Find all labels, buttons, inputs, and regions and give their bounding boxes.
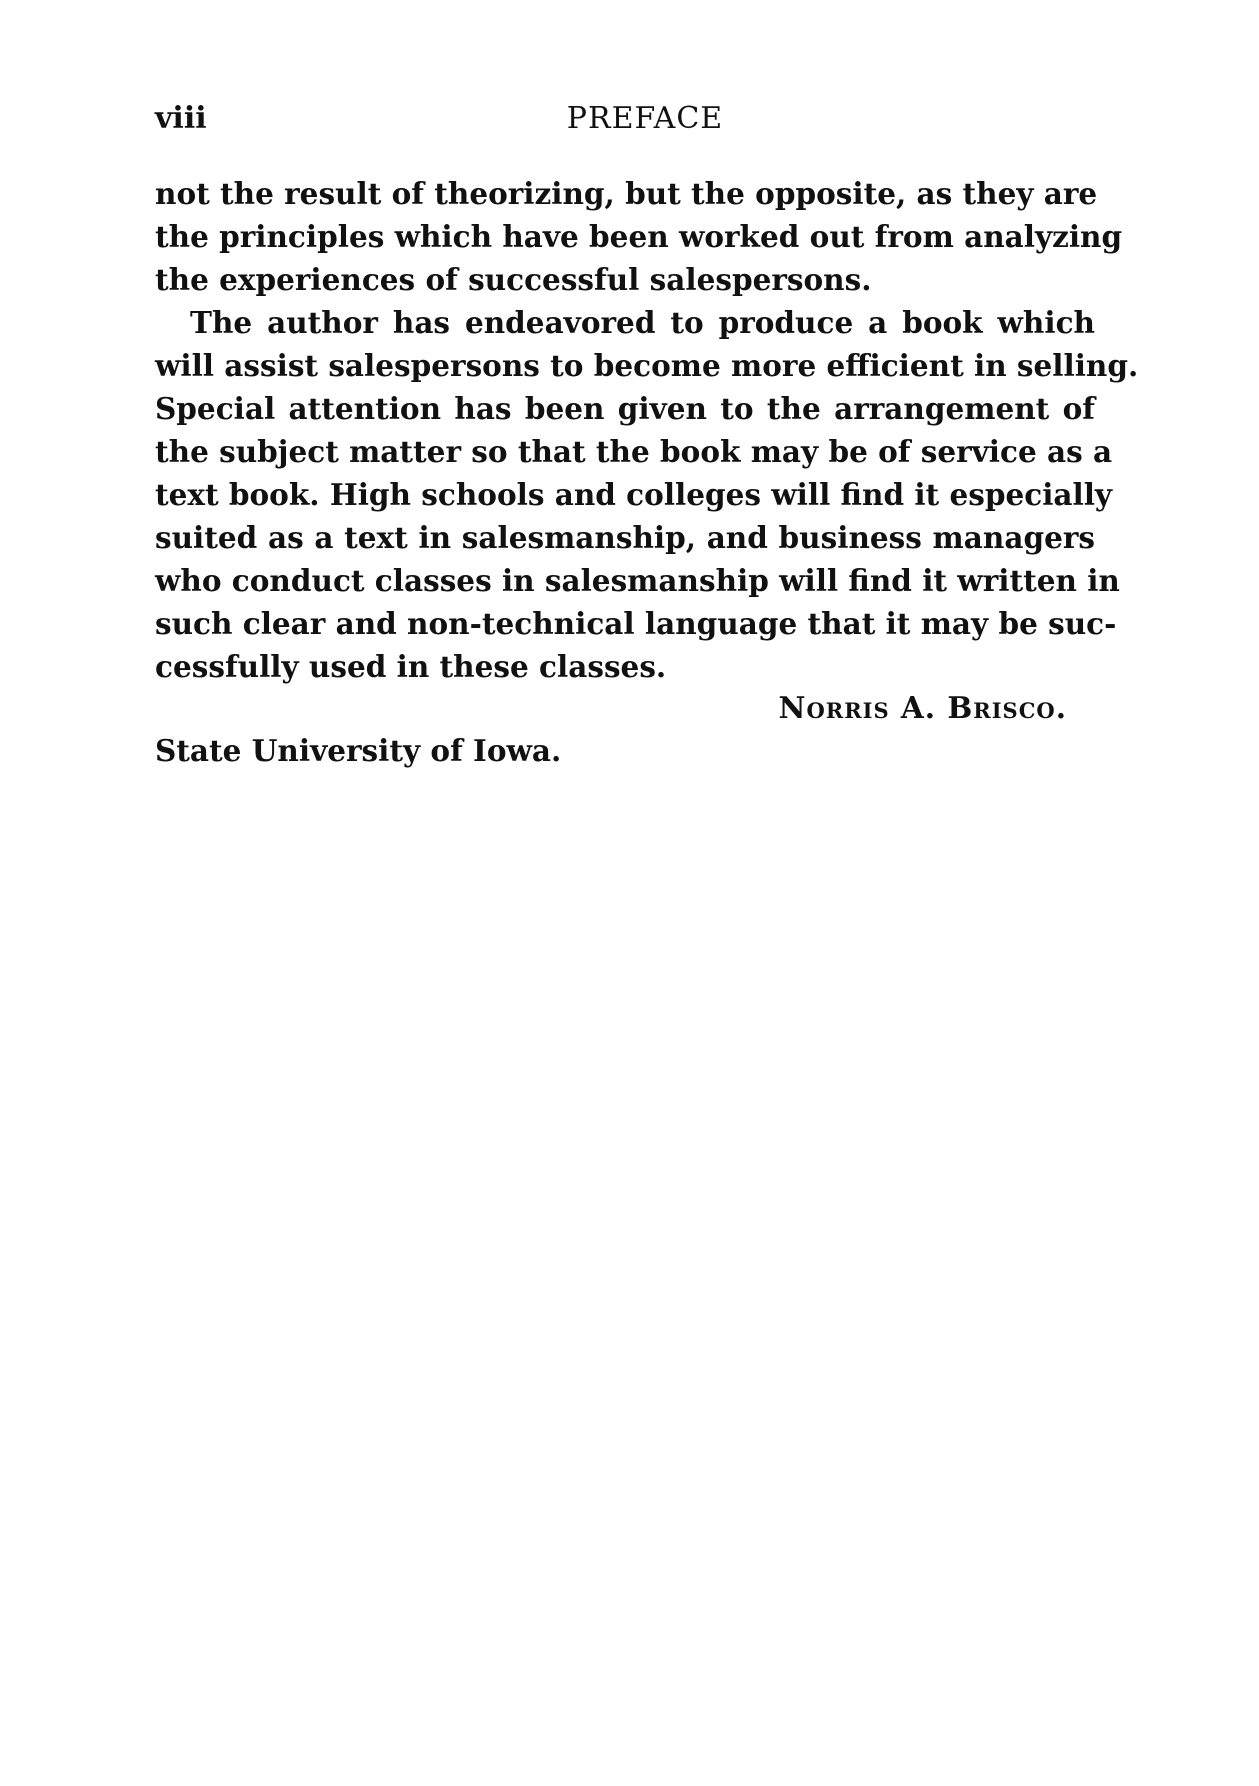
text-line: not the result of theorizing, but the opposite, as they are (155, 176, 1098, 211)
text-line: the subject matter so that the book may be of service as a (155, 434, 1113, 469)
text-line: will assist salespersons to become more efficient in selling. (155, 348, 1139, 383)
text-line: text book. High schools and colleges will find it especially (155, 477, 1113, 512)
text-line: cessfully used in these classes. (155, 649, 667, 684)
author-affiliation: State University of Iowa. (155, 733, 562, 768)
text-line: who conduct classes in salesmanship will find it written in (155, 563, 1120, 598)
preface-body (155, 172, 1139, 688)
text-line: Special attention has been given to the arrangement of (155, 391, 1095, 426)
text-line: The author has endeavored to produce a book which (190, 305, 1095, 340)
page-number: viii (155, 101, 207, 136)
text-line: suited as a text in salesmanship, and business managers (155, 520, 1095, 555)
running-title: PREFACE (566, 101, 724, 136)
page-header (155, 96, 1095, 142)
text-line: the experiences of successful salespersons. (155, 262, 872, 297)
author-signature: Norris A. Brisco. (778, 690, 1067, 725)
text-line: such clear and non-technical language that it may be suc- (155, 606, 1117, 641)
text-line: the principles which have been worked out from analyzing (155, 219, 1123, 254)
